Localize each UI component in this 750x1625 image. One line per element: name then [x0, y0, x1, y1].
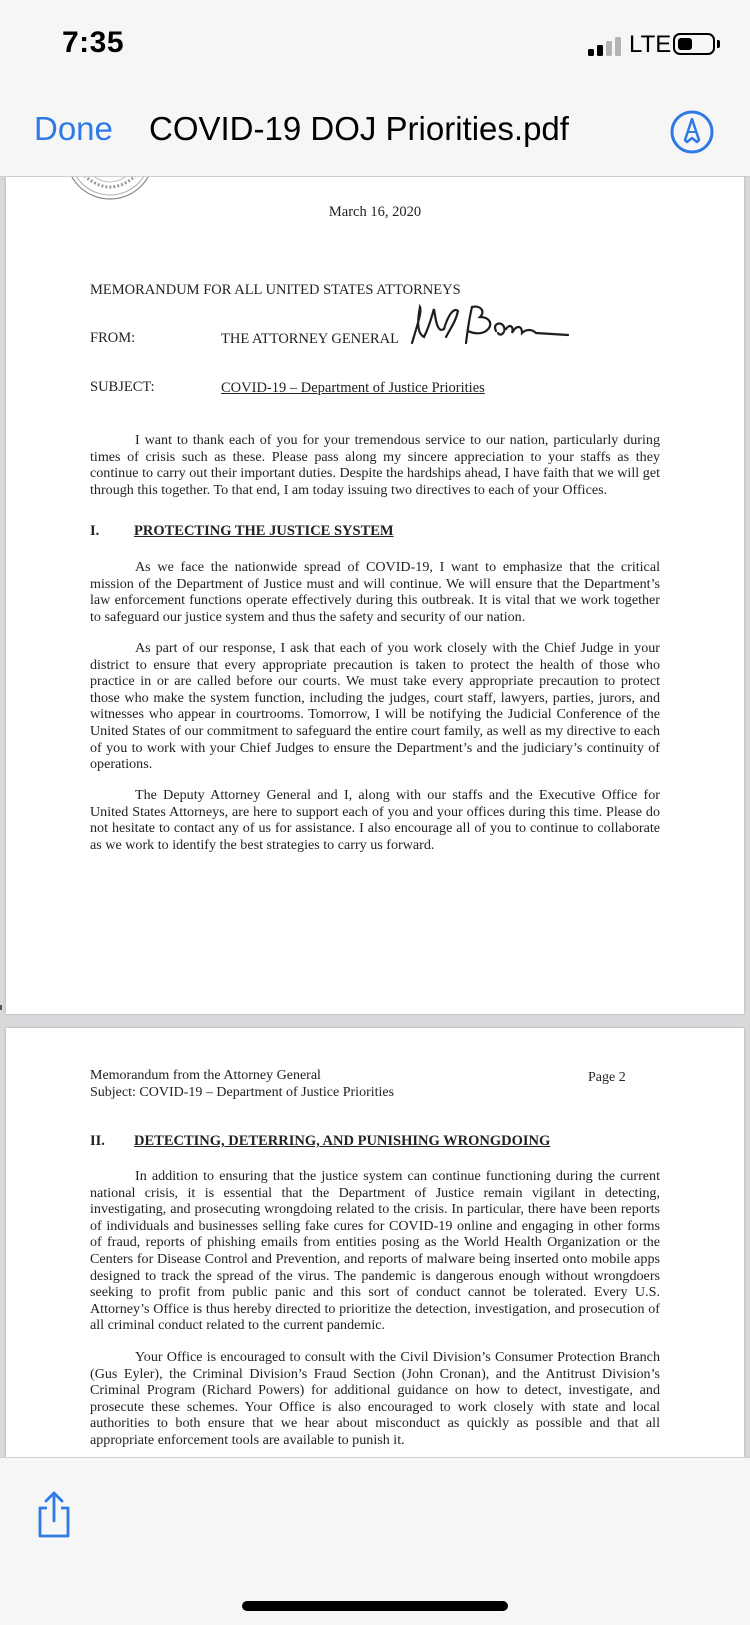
section-1-number: I. [90, 523, 100, 539]
pdf-viewer[interactable] [0, 177, 750, 1457]
memo-addressee: MEMORANDUM FOR ALL UNITED STATES ATTORNEYS [90, 282, 461, 298]
section-1-title: PROTECTING THE JUSTICE SYSTEM [134, 523, 394, 539]
from-value: THE ATTORNEY GENERAL [221, 331, 400, 347]
section-2-number: II. [90, 1133, 105, 1149]
navigation-bar [0, 92, 750, 177]
section-1-paragraph-1: As we face the nationwide spread of COVID-19, I want to emphasize that the critical mission of the Department of Justice must and will continue. We will ensure that the Department’s law enforcement functions operate effectively during this outbreak. It is vital that we work together to safeguard our justice system and thus the safety and security of our nation. [90, 559, 660, 625]
section-1-paragraph-2: As part of our response, I ask that each of you work closely with the Chief Judge in your district to ensure that every appropriate precaution is taken to protect the health of those who practice in or are called before our courts. We must take every appropriate precaution to protect those who make the system function, including the judges, court staff, lawyers, parties, jurors, and witnesses who appear in courtrooms. Tomorrow, I will be notifying the Judicial Conference of the United States of our commitment to safeguard the entire court family, as well as my directive to each of you to work with your Chief Judges to ensure the Department’s and the judiciary’s continuity of operations. [90, 640, 660, 773]
section-2-paragraph-1: In addition to ensuring that the justice system can continue functioning during the current national crisis, it is essential that the Department of Justice remain vigilant in detecting, investigating, and prosecuting wrongdoing related to the crisis. In particular, there have been reports of individuals and businesses selling fake cures for COVID-19 online and engaging in other forms of fraud, reports of phishing emails from entities posing as the World Health Organization or the Centers for Disease Control and Prevention, and reports of malware being inserted onto mobile apps designed to track the spread of the virus. The pandemic is dangerous enough without wrongdoers seeking to profit from public panic and this sort of conduct cannot be tolerated. Every U.S. Attorney’s Office is thus hereby directed to prioritize the detection, investigation, and prosecution of all criminal conduct related to the current pandemic. [90, 1168, 660, 1334]
signature [410, 303, 570, 351]
from-label: FROM: [90, 330, 136, 346]
markup-pen-icon[interactable] [669, 109, 715, 155]
status-time: 7:35 [62, 26, 125, 59]
pdf-page-1 [6, 177, 744, 1014]
section-2-paragraph-2: Your Office is encouraged to consult with the Civil Division’s Consumer Protection Branch (Gus Eyler), the Criminal Division’s Fraud Section (John Cronan), and the Antitrust Division’s Criminal Program (Richard Powers) for additional guidance on how to detect, investigate, and prosecute these schemes. Your Office is also encouraged to work closely with state and local authorities to both ensure that we hear about misconduct as quickly as possible and that all appropriate enforcement tools are available to punish it. [90, 1349, 660, 1448]
subject-label: SUBJECT: [90, 379, 155, 395]
battery-cap [717, 40, 720, 48]
battery-icon [673, 33, 715, 55]
home-indicator[interactable] [242, 1601, 508, 1611]
share-icon[interactable] [34, 1490, 74, 1538]
memo-date: March 16, 2020 [328, 204, 422, 220]
done-button[interactable]: Done [34, 110, 113, 147]
status-bar [0, 0, 750, 92]
document-title: COVID-19 DOJ Priorities.pdf [149, 110, 569, 147]
bottom-toolbar [0, 1457, 750, 1625]
intro-paragraph: I want to thank each of you for your tremendous service to our nation, particularly during times of crisis such as these. Please pass along my sincere appreciation to your staffs as they continue to carry out their important duties. Despite the hardships ahead, I have faith that we will get through this together. To that end, I am today issuing two directives to each of your Offices. [90, 432, 660, 498]
section-2-title: DETECTING, DETERRING, AND PUNISHING WRONGDOING [134, 1133, 551, 1149]
subject-value: COVID-19 – Department of Justice Priorities [221, 380, 485, 396]
page-margin-mark [0, 1005, 2, 1010]
page-number: Page 2 [588, 1070, 626, 1085]
pdf-page-2 [6, 1028, 744, 1457]
network-label: LTE [629, 31, 672, 58]
page-2-header-line-2: Subject: COVID-19 – Department of Justice Priorities [90, 1085, 395, 1100]
cellular-signal-icon [588, 34, 624, 56]
section-1-paragraph-3: The Deputy Attorney General and I, along with our staffs and the Executive Office for United States Attorneys, are here to support each of you and your offices during this time. Please do not hesitate to contact any of us for assistance. I also encourage all of you to continue to collaborate as we work to identify the best strategies to carry us forward. [90, 787, 660, 853]
page-2-header-line-1: Memorandum from the Attorney General [90, 1068, 321, 1083]
